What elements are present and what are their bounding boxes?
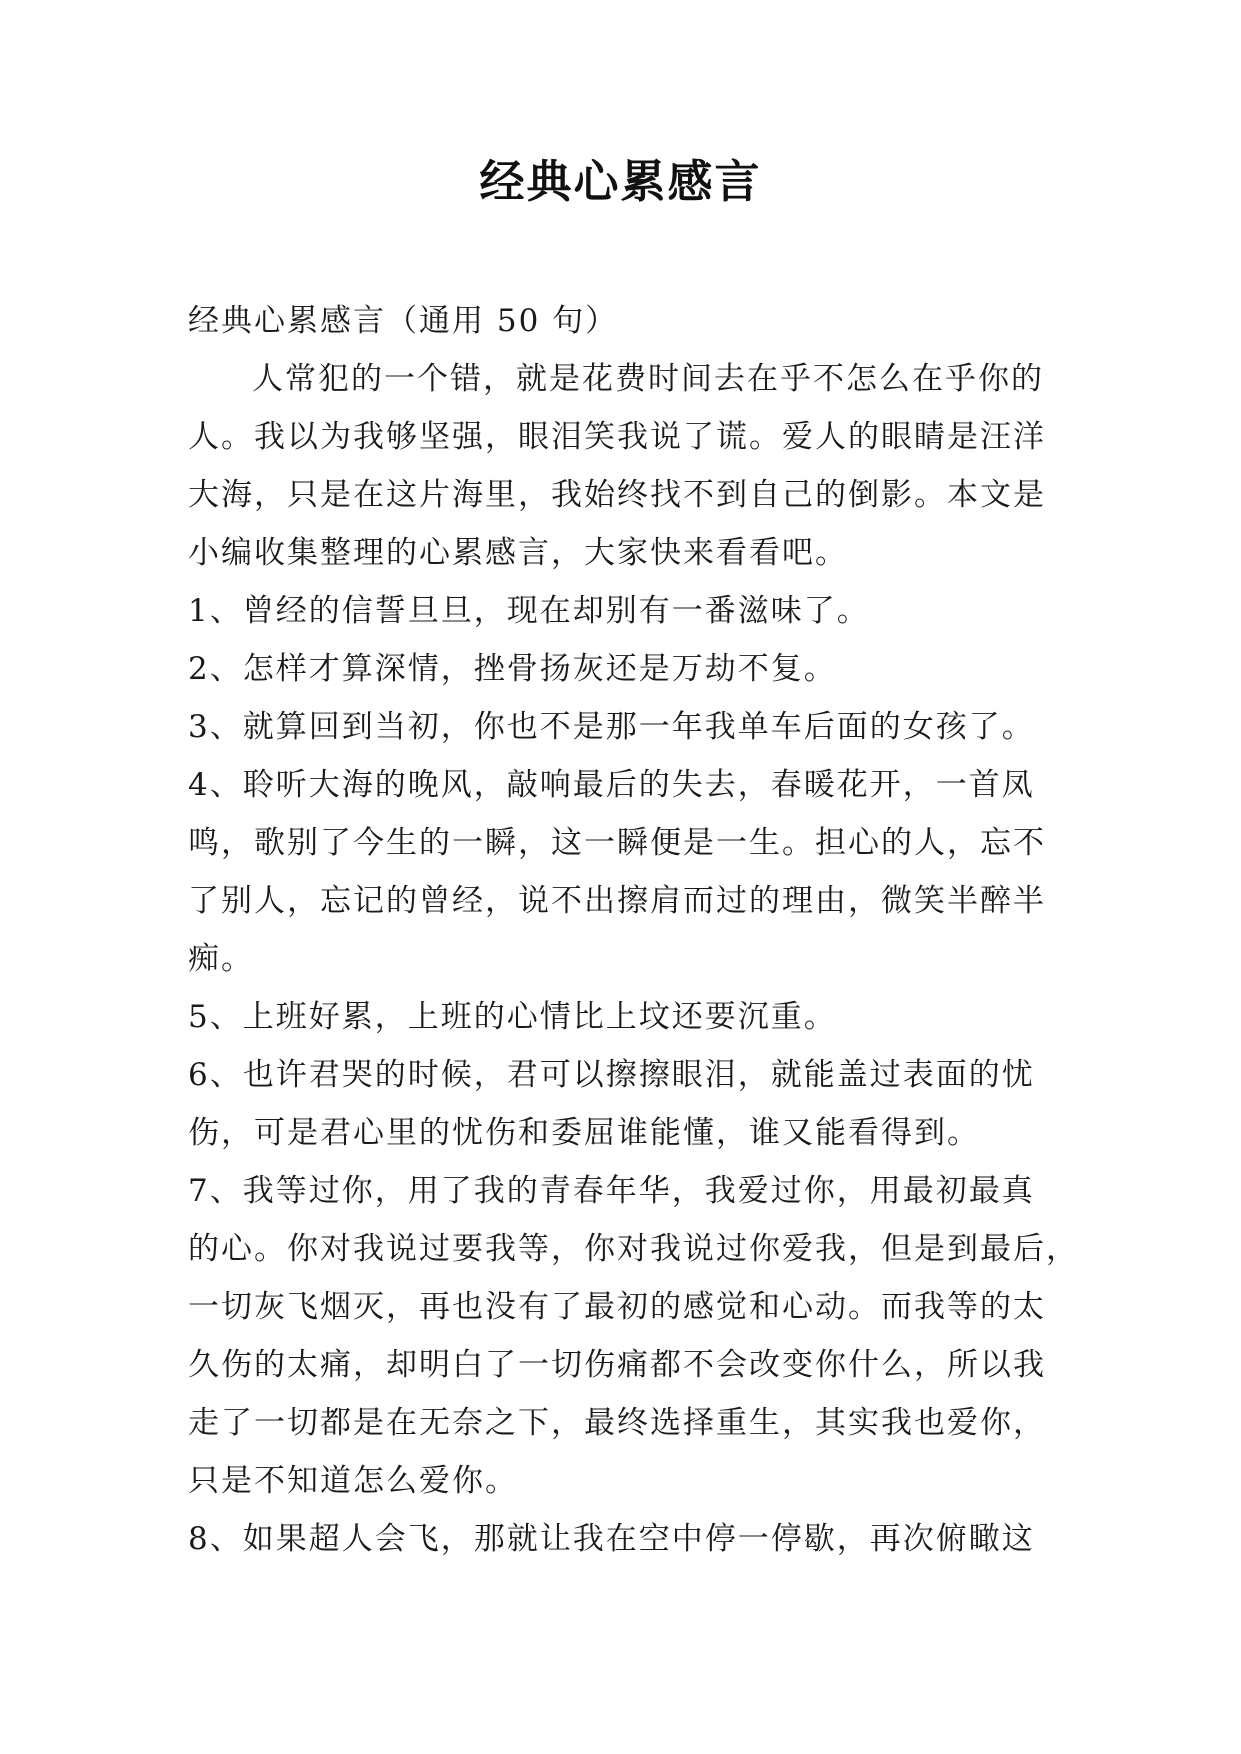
quote-line: 了别人，忘记的曾经，说不出擦肩而过的理由，微笑半醉半 (188, 883, 1046, 919)
quote-line: 2、怎样才算深情，挫骨扬灰还是万劫不复。 (188, 651, 837, 687)
quote-line: 伤，可是君心里的忧伤和委屈谁能懂，谁又能看得到。 (188, 1115, 980, 1151)
quote-line: 4、聆听大海的晚风，敲响最后的失去，春暖花开，一首凤 (188, 767, 1035, 803)
document-title: 经典心累感言 (479, 155, 762, 208)
quote-line: 1、曾经的信誓旦旦，现在却别有一番滋味了。 (188, 593, 870, 629)
quote-line: 的心。你对我说过要我等，你对我说过你爱我，但是到最后， (188, 1231, 1079, 1267)
intro-line: 人。我以为我够坚强，眼泪笑我说了谎。爱人的眼睛是汪洋 (188, 419, 1046, 455)
quote-line: 8、如果超人会飞，那就让我在空中停一停歇，再次俯瞰这 (188, 1521, 1035, 1557)
quote-line: 7、我等过你，用了我的青春年华，我爱过你，用最初最真 (188, 1173, 1035, 1209)
intro-line: 人常犯的一个错，就是花费时间去在乎不怎么在乎你的 (252, 361, 1044, 397)
quote-line: 久伤的太痛，却明白了一切伤痛都不会改变你什么，所以我 (188, 1347, 1046, 1383)
intro-line: 大海，只是在这片海里，我始终找不到自己的倒影。本文是 (188, 477, 1046, 513)
quote-line: 3、就算回到当初，你也不是那一年我单车后面的女孩了。 (188, 709, 1035, 745)
quote-line: 只是不知道怎么爱你。 (188, 1463, 518, 1499)
quote-line: 鸣，歌别了今生的一瞬，这一瞬便是一生。担心的人，忘不 (188, 825, 1046, 861)
intro-line: 小编收集整理的心累感言，大家快来看看吧。 (188, 535, 848, 571)
document-body (188, 292, 1079, 1568)
quote-line: 5、上班好累，上班的心情比上坟还要沉重。 (188, 999, 837, 1035)
subtitle-line: 经典心累感言（通用 50 句） (188, 303, 619, 339)
quote-line: 一切灰飞烟灭，再也没有了最初的感觉和心动。而我等的太 (188, 1289, 1046, 1325)
quote-line: 痴。 (188, 941, 254, 977)
quote-line: 走了一切都是在无奈之下，最终选择重生，其实我也爱你， (188, 1405, 1046, 1441)
quote-line: 6、也许君哭的时候，君可以擦擦眼泪，就能盖过表面的忧 (188, 1057, 1035, 1093)
